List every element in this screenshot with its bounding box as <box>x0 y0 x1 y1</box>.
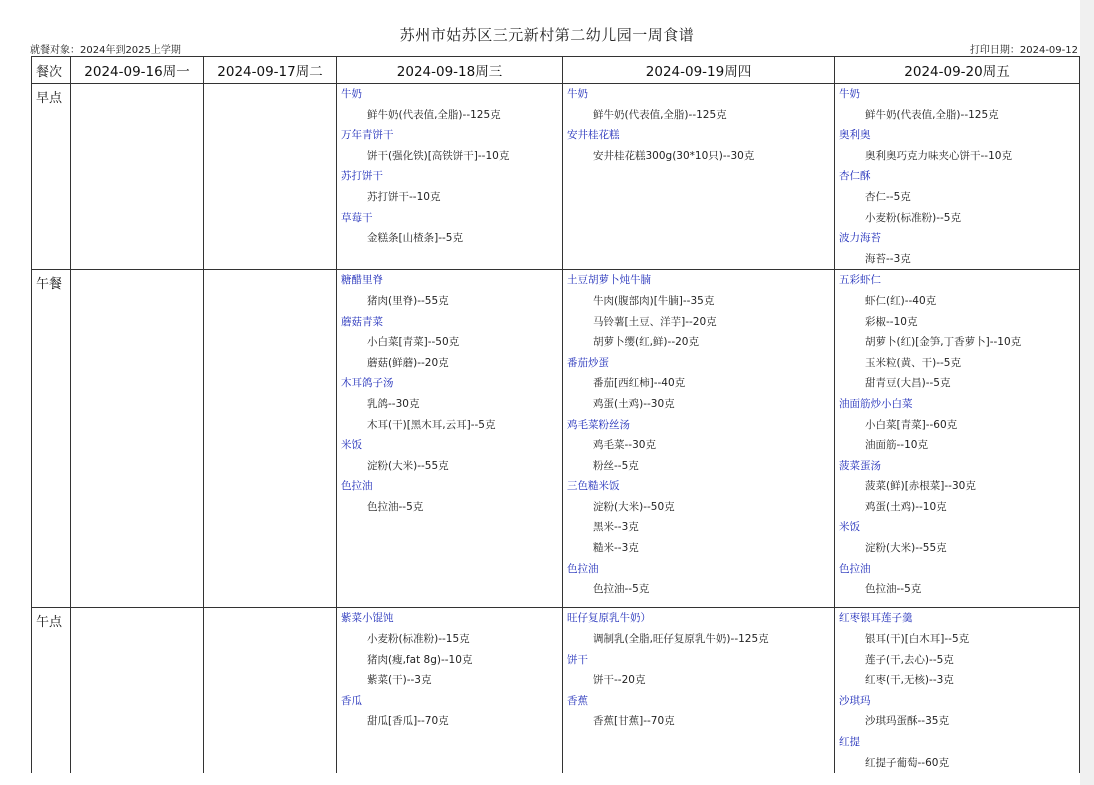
ingredient-item: 小麦粉(标准粉)--5克 <box>865 211 961 224</box>
day-header-tue: 2024-09-17周二 <box>204 57 337 84</box>
meal-row-snack <box>32 608 1080 773</box>
ingredient-item: 木耳(干)[黑木耳,云耳]--5克 <box>367 418 496 431</box>
dish-name: 万年青饼干 <box>341 129 394 142</box>
ingredient-item: 色拉油--5克 <box>367 500 424 513</box>
dish-name: 牛奶 <box>839 88 860 100</box>
ingredient-item: 苏打饼干--10克 <box>367 190 441 203</box>
dish-name: 香瓜 <box>341 694 362 707</box>
dish-name: 红枣银耳莲子羹 <box>839 612 913 625</box>
ingredient-item: 沙琪玛蛋酥--35克 <box>865 715 949 728</box>
ingredient-item: 银耳(干)[白木耳]--5克 <box>865 632 970 645</box>
dish-name: 三色糙米饭 <box>567 480 620 493</box>
ingredient-item: 番茄[西红柿]--40克 <box>593 377 686 390</box>
menu-cell <box>71 84 204 270</box>
dish-name: 牛奶 <box>341 88 362 100</box>
dish-name: 紫菜小馄饨 <box>341 612 394 625</box>
dish-name: 米饭 <box>839 521 860 534</box>
ingredient-item: 紫菜(干)--3克 <box>367 674 432 687</box>
weekly-menu-table <box>31 56 1080 773</box>
ingredient-item: 莲子(干,去心)--5克 <box>865 653 954 666</box>
meal-row-breakfast <box>32 84 1080 270</box>
menu-cell <box>563 608 835 773</box>
day-header-wed: 2024-09-18周三 <box>337 57 563 84</box>
dish-name: 糖醋里脊 <box>341 274 383 287</box>
dish-name: 沙琪玛 <box>839 694 871 707</box>
day-header-fri: 2024-09-20周五 <box>835 57 1080 84</box>
ingredient-item: 金糕条[山楂条]--5克 <box>367 232 463 245</box>
ingredient-item: 调制乳(全脂,旺仔复原乳牛奶)--125克 <box>593 632 769 645</box>
dish-name: 土豆胡萝卜炖牛腩 <box>567 274 651 287</box>
ingredient-item: 鲜牛奶(代表值,全脂)--125克 <box>865 108 999 121</box>
ingredient-item: 油面筋--10克 <box>865 439 928 452</box>
ingredient-item: 小白菜[青菜]--60克 <box>865 418 958 431</box>
menu-cell <box>835 84 1080 270</box>
menu-cell <box>563 84 835 270</box>
ingredient-item: 鸡蛋(土鸡)--30克 <box>593 397 675 410</box>
ingredient-item: 猪肉(瘦,fat 8g)--10克 <box>367 653 473 666</box>
vertical-scrollbar[interactable] <box>1080 0 1094 785</box>
dish-name: 苏打饼干 <box>341 170 383 183</box>
ingredient-item: 鲜牛奶(代表值,全脂)--125克 <box>367 108 501 121</box>
menu-cell <box>71 270 204 608</box>
ingredient-item: 色拉油--5克 <box>865 583 922 596</box>
dish-name: 杏仁酥 <box>839 170 871 183</box>
dish-name: 草莓干 <box>341 211 373 224</box>
ingredient-item: 鸡蛋(土鸡)--10克 <box>865 500 947 513</box>
dish-name: 波力海苔 <box>839 232 881 245</box>
dish-name: 五彩虾仁 <box>839 274 881 287</box>
corner-header: 餐次 <box>32 57 71 84</box>
meal-row-lunch <box>32 270 1080 608</box>
dish-name: 木耳鸽子汤 <box>341 377 394 390</box>
dish-name: 鸡毛菜粉丝汤 <box>567 418 630 431</box>
ingredient-item: 菠菜(鲜)[赤根菜]--30克 <box>865 480 976 493</box>
ingredient-item: 鲜牛奶(代表值,全脂)--125克 <box>593 108 727 121</box>
dish-name: 牛奶 <box>567 88 588 100</box>
ingredient-item: 乳鸽--30克 <box>367 397 420 410</box>
dish-name: 红提 <box>839 735 860 748</box>
ingredient-item: 淀粉(大米)--55克 <box>367 459 449 472</box>
menu-cell <box>337 84 563 270</box>
print-date: 打印日期：2024-09-12 <box>969 45 1078 56</box>
ingredient-item: 小麦粉(标准粉)--15克 <box>367 632 470 645</box>
ingredient-item: 黑米--3克 <box>593 521 639 534</box>
meal-label: 午点 <box>32 608 71 773</box>
menu-cell <box>835 608 1080 773</box>
header-row <box>32 57 1080 84</box>
ingredient-item: 糙米--3克 <box>593 542 639 555</box>
menu-cell <box>204 608 337 773</box>
ingredient-item: 胡萝卜缨(红,鲜)--20克 <box>593 336 699 349</box>
dish-name: 蘑菇青菜 <box>341 315 383 328</box>
ingredient-item: 胡萝卜(红)[金笋,丁香萝卜]--10克 <box>865 336 1022 349</box>
ingredient-item: 鸡毛菜--30克 <box>593 439 656 452</box>
dish-name: 色拉油 <box>567 562 599 575</box>
ingredient-item: 淀粉(大米)--50克 <box>593 500 675 513</box>
menu-cell <box>337 608 563 773</box>
dish-name: 饼干 <box>567 653 588 666</box>
menu-cell <box>835 270 1080 608</box>
ingredient-item: 红提子葡萄--60克 <box>865 756 949 769</box>
ingredient-item: 甜瓜[香瓜]--70克 <box>367 715 449 728</box>
ingredient-item: 牛肉(腹部肉)[牛腩]--35克 <box>593 294 715 307</box>
menu-cell <box>563 270 835 608</box>
dining-target: 就餐对象：2024年到2025上学期 <box>30 45 181 56</box>
ingredient-item: 奥利奥巧克力味夹心饼干--10克 <box>865 149 1012 162</box>
menu-cell <box>204 270 337 608</box>
dish-name: 色拉油 <box>341 480 373 493</box>
dish-name: 旺仔复原乳牛奶） <box>567 612 651 625</box>
ingredient-item: 安井桂花糕300g(30*10只)--30克 <box>593 149 755 162</box>
dish-name: 奥利奥 <box>839 129 871 142</box>
ingredient-item: 红枣(干,无核)--3克 <box>865 674 954 687</box>
ingredient-item: 蘑菇(鲜蘑)--20克 <box>367 356 449 369</box>
ingredient-item: 猪肉(里脊)--55克 <box>367 294 449 307</box>
menu-cell <box>71 608 204 773</box>
day-header-thu: 2024-09-19周四 <box>563 57 835 84</box>
dish-name: 香蕉 <box>567 694 588 707</box>
ingredient-item: 饼干--20克 <box>593 674 646 687</box>
menu-cell <box>337 270 563 608</box>
ingredient-item: 色拉油--5克 <box>593 583 650 596</box>
ingredient-item: 彩椒--10克 <box>865 315 918 328</box>
meal-label: 早点 <box>32 84 71 270</box>
dish-name: 油面筋炒小白菜 <box>839 397 913 410</box>
ingredient-item: 香蕉[甘蕉]--70克 <box>593 715 675 728</box>
menu-cell <box>204 84 337 270</box>
ingredient-item: 饼干(强化铁)[高铁饼干]--10克 <box>367 149 510 162</box>
ingredient-item: 马铃薯[土豆、洋芋]--20克 <box>593 315 717 328</box>
ingredient-item: 小白菜[青菜]--50克 <box>367 336 460 349</box>
ingredient-item: 玉米粒(黄、干)--5克 <box>865 356 961 369</box>
ingredient-item: 甜青豆(大昌)--5克 <box>865 377 951 390</box>
page-title: 苏州市姑苏区三元新村第二幼儿园一周食谱 <box>399 26 695 44</box>
ingredient-item: 杏仁--5克 <box>865 190 911 203</box>
ingredient-item: 虾仁(红)--40克 <box>865 294 937 307</box>
dish-name: 米饭 <box>341 439 362 452</box>
dish-name: 菠菜蛋汤 <box>839 459 881 472</box>
dish-name: 色拉油 <box>839 562 871 575</box>
dish-name: 安井桂花糕 <box>567 129 620 142</box>
ingredient-item: 淀粉(大米)--55克 <box>865 542 947 555</box>
meal-label: 午餐 <box>32 270 71 608</box>
ingredient-item: 海苔--3克 <box>865 252 911 265</box>
dish-name: 番茄炒蛋 <box>567 356 609 369</box>
ingredient-item: 粉丝--5克 <box>593 459 639 472</box>
day-header-mon: 2024-09-16周一 <box>71 57 204 84</box>
